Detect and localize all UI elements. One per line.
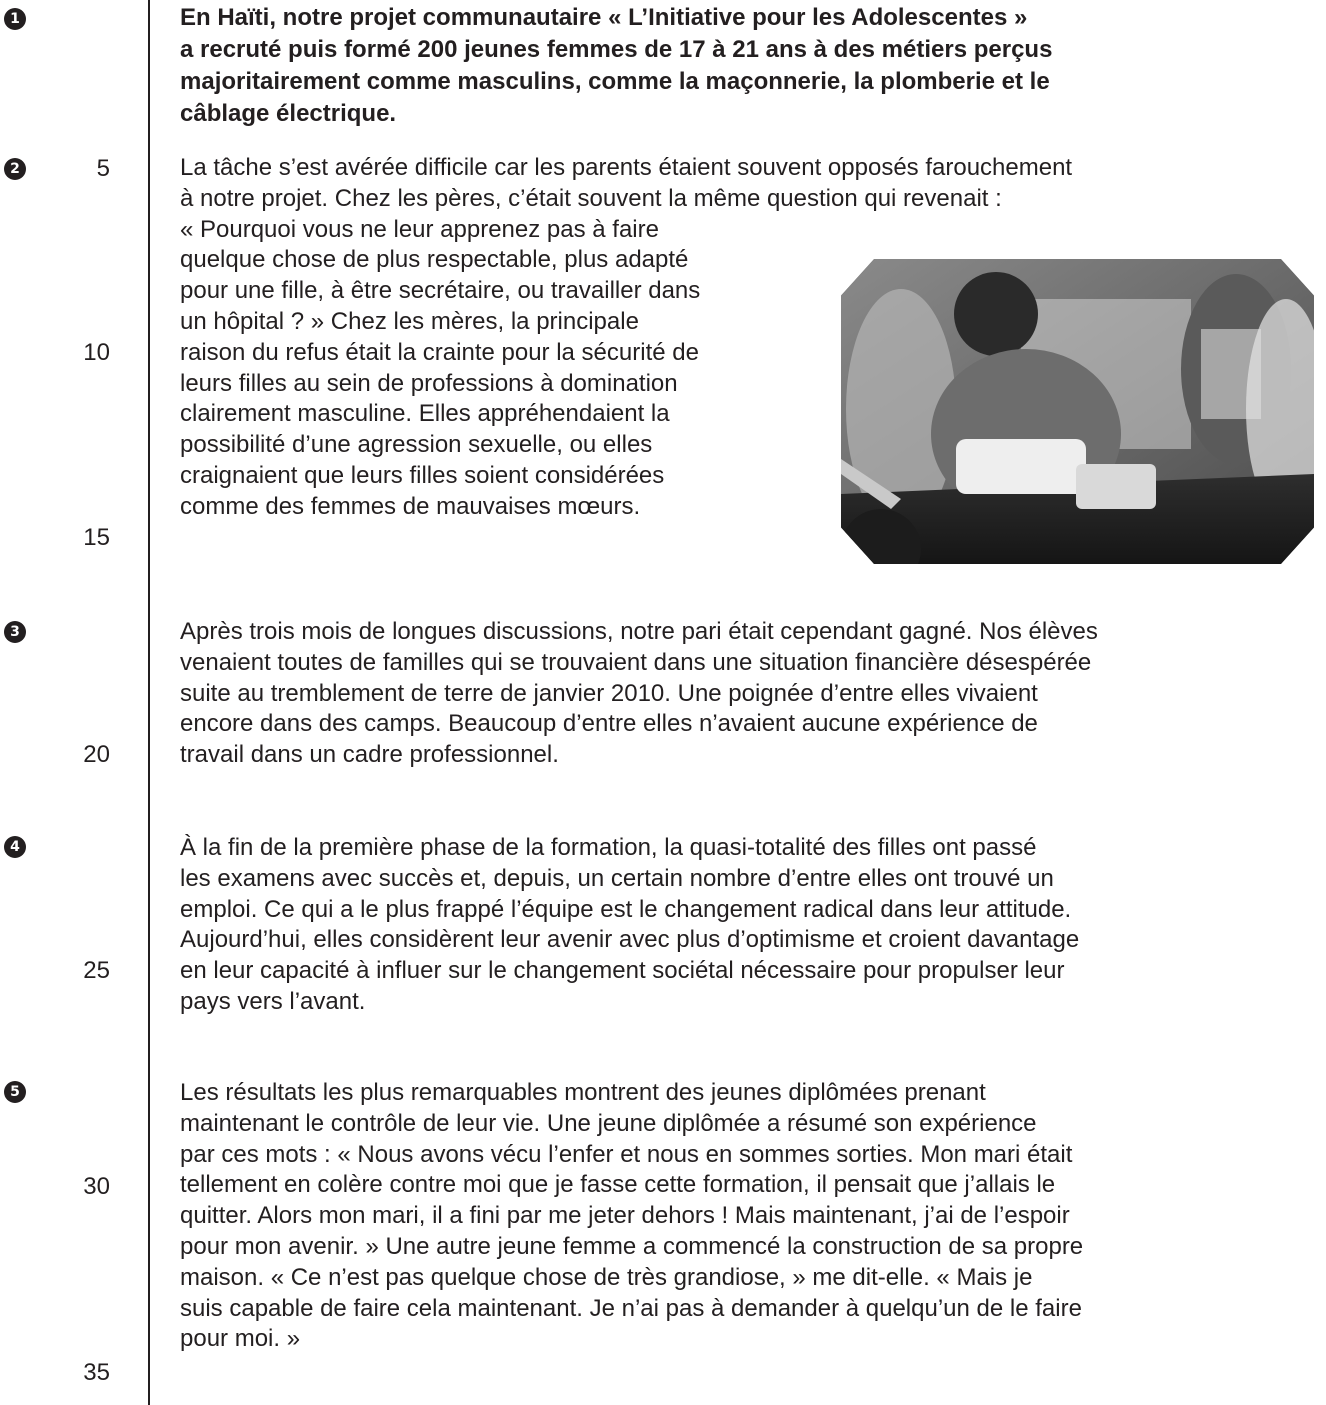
text-line: maintenant le contrôle de leur vie. Une jeune diplômée a résumé son expérience [180, 1109, 1037, 1137]
text-line: pays vers l’avant. [180, 987, 366, 1015]
text-line: « Pourquoi vous ne leur apprenez pas à faire [180, 215, 659, 243]
text-line: par ces mots : « Nous avons vécu l’enfer et nous en sommes sorties. Mon mari était [180, 1140, 1073, 1168]
text-line: a recruté puis formé 200 jeunes femmes de 17 à 21 ans à des métiers perçus [180, 36, 1053, 63]
paragraph-4 [180, 833, 1322, 1018]
text-line: les examens avec succès et, depuis, un certain nombre d’entre elles ont trouvé un [180, 864, 1054, 892]
margin-rule [148, 0, 150, 1405]
text-line: raison du refus était la crainte pour la sécurité de [180, 338, 699, 366]
line-number: 30 [83, 1173, 110, 1200]
text-line: encore dans des camps. Beaucoup d’entre elles n’avaient aucune expérience de [180, 710, 1038, 738]
text-line: craignaient que leurs filles soient considérées [180, 461, 665, 489]
paragraph-marker-3: 3 [4, 621, 26, 643]
paragraph-3 [180, 617, 1322, 771]
line-number: 15 [83, 524, 110, 551]
paragraph-5 [180, 1078, 1322, 1355]
text-line: venaient toutes de familles qui se trouvaient dans une situation financière désespérée [180, 648, 1092, 676]
text-line: un hôpital ? » Chez les mères, la principale [180, 307, 639, 335]
text-line: câblage électrique. [180, 100, 397, 127]
text-line: clairement masculine. Elles appréhendaient la [180, 400, 670, 428]
text-line: maison. « Ce n’est pas quelque chose de très grandiose, » me dit-elle. « Mais je [180, 1263, 1033, 1291]
text-line: Après trois mois de longues discussions, notre pari était cependant gagné. Nos élèves [180, 618, 1098, 645]
text-line: pour moi. » [180, 1325, 301, 1353]
text-line: majoritairement comme masculins, comme la maçonnerie, la plomberie et le [180, 68, 1050, 95]
text-line: en leur capacité à influer sur le changement sociétal nécessaire pour propulser leur [180, 957, 1065, 985]
text-line: tellement en colère contre moi que je fasse cette formation, il pensait que j’allais le [180, 1171, 1056, 1199]
text-line: quitter. Alors mon mari, il a fini par me jeter dehors ! Mais maintenant, j’ai de l’espoir [180, 1202, 1070, 1230]
text-line: Les résultats les plus remarquables montrent des jeunes diplômées prenant [180, 1079, 986, 1106]
line-number: 25 [83, 957, 110, 984]
workshop-photo [841, 259, 1314, 564]
paragraph-marker-2: 2 [4, 158, 26, 180]
text-line: pour une fille, à être secrétaire, ou travailler dans [180, 277, 701, 305]
workshop-photo-drawing [841, 259, 1314, 564]
text-line: suite au tremblement de terre de janvier 2010. Une poignée d’entre elles vivaient [180, 679, 1038, 707]
text-line: quelque chose de plus respectable, plus adapté [180, 246, 689, 274]
text-line: emploi. Ce qui a le plus frappé l’équipe est le changement radical dans leur attitude. [180, 895, 1072, 923]
text-line: À la fin de la première phase de la formation, la quasi-totalité des filles ont passé [180, 834, 1037, 861]
paragraph-marker-1: 1 [4, 8, 26, 30]
text-line: comme des femmes de mauvaises mœurs. [180, 492, 641, 520]
text-line: En Haïti, notre projet communautaire « L’Initiative pour les Adolescentes » [180, 4, 1028, 31]
text-line: travail dans un cadre professionnel. [180, 741, 559, 769]
text-line: La tâche s’est avérée difficile car les parents étaient souvent opposés farouchement [180, 154, 1073, 181]
line-number: 5 [96, 155, 110, 182]
text-line: suis capable de faire cela maintenant. Je n’ai pas à demander à quelqu’un de le faire [180, 1294, 1082, 1322]
paragraph-1 [180, 2, 1322, 130]
text-line: Aujourd’hui, elles considèrent leur avenir avec plus d’optimisme et croient davantage [180, 926, 1080, 954]
line-number: 35 [83, 1359, 110, 1386]
text-line: possibilité d’une agression sexuelle, ou elles [180, 431, 653, 459]
line-number: 20 [83, 741, 110, 768]
text-line: à notre projet. Chez les pères, c’était souvent la même question qui revenait : [180, 184, 1002, 212]
paragraph-marker-5: 5 [4, 1081, 26, 1103]
line-number: 10 [83, 339, 110, 366]
text-line: leurs filles au sein de professions à domination [180, 369, 678, 397]
text-line: pour mon avenir. » Une autre jeune femme a commencé la construction de sa propre [180, 1232, 1084, 1260]
paragraph-marker-4: 4 [4, 836, 26, 858]
